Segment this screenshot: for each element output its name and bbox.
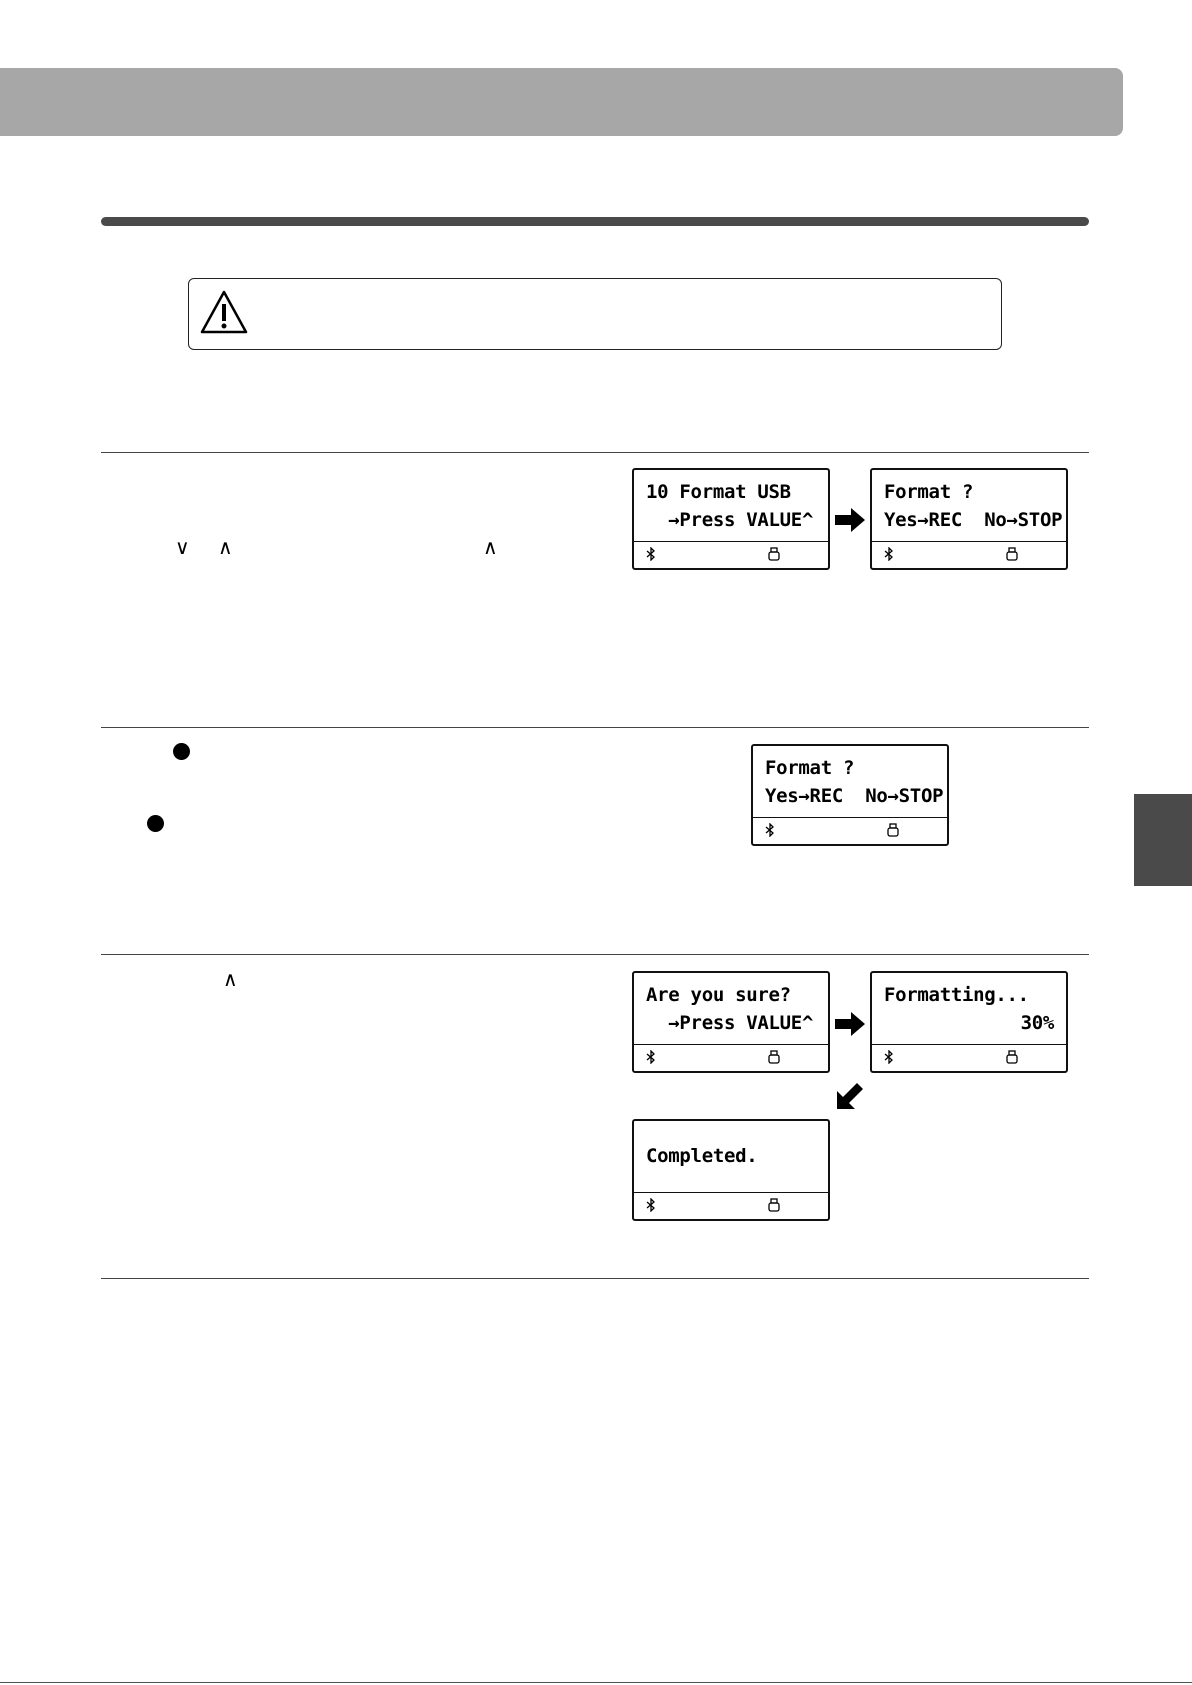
lcd-line-1: Formatting... — [884, 984, 1029, 1006]
bluetooth-icon — [646, 1198, 656, 1212]
usb-icon — [887, 823, 899, 837]
lcd-line-1: 10 Format USB — [646, 481, 791, 503]
chapter-header-band — [0, 68, 1123, 136]
usb-icon — [768, 1198, 780, 1212]
lcd-status-bar — [872, 1044, 1066, 1071]
right-arrow-icon — [835, 508, 865, 532]
footer-rule — [0, 1682, 1192, 1683]
lcd-line-1: Format ? — [765, 757, 855, 779]
lcd-line-2: Yes→REC No→STOP — [765, 785, 944, 807]
lcd-display — [870, 468, 1068, 570]
record-dot-icon — [147, 815, 164, 832]
lcd-display — [632, 468, 830, 570]
section-end-divider — [101, 1278, 1089, 1279]
lcd-status-bar — [634, 1192, 828, 1219]
value-up-button-glyph: ∧ — [483, 537, 498, 559]
lcd-display — [632, 971, 830, 1073]
down-left-arrow-icon — [837, 1081, 865, 1109]
lcd-line-1: Are you sure? — [646, 984, 791, 1006]
right-arrow-icon — [835, 1012, 865, 1036]
warning-triangle-icon — [199, 289, 249, 335]
value-down-button-glyph: ∨ — [175, 537, 190, 559]
lcd-line-2: Yes→REC No→STOP — [884, 509, 1063, 531]
step-3-divider — [101, 954, 1089, 955]
record-dot-icon — [173, 743, 190, 760]
lcd-line-2: 30% — [1020, 1012, 1054, 1034]
lcd-display — [751, 744, 949, 846]
usb-icon — [768, 547, 780, 561]
bluetooth-icon — [765, 823, 775, 837]
lcd-status-bar — [634, 541, 828, 568]
bluetooth-icon — [646, 547, 656, 561]
bluetooth-icon — [884, 1050, 894, 1064]
lcd-status-bar — [872, 541, 1066, 568]
bluetooth-icon — [646, 1050, 656, 1064]
step-1-divider — [101, 452, 1089, 453]
caution-box — [188, 278, 1002, 350]
lcd-status-bar — [634, 1044, 828, 1071]
lcd-display — [870, 971, 1068, 1073]
step-2-divider — [101, 727, 1089, 728]
lcd-line-1: Format ? — [884, 481, 974, 503]
lcd-display — [632, 1119, 830, 1221]
bluetooth-icon — [884, 547, 894, 561]
section-title-rule — [101, 217, 1089, 226]
lcd-status-bar — [753, 817, 947, 844]
chapter-side-tab — [1134, 794, 1192, 886]
usb-icon — [1006, 547, 1018, 561]
lcd-line-2: →Press VALUE^ — [646, 509, 814, 531]
value-up-button-glyph: ∧ — [223, 969, 238, 991]
value-up-button-glyph: ∧ — [218, 537, 233, 559]
lcd-line-1: Completed. — [646, 1145, 758, 1167]
lcd-line-2: →Press VALUE^ — [646, 1012, 814, 1034]
usb-icon — [768, 1050, 780, 1064]
usb-icon — [1006, 1050, 1018, 1064]
